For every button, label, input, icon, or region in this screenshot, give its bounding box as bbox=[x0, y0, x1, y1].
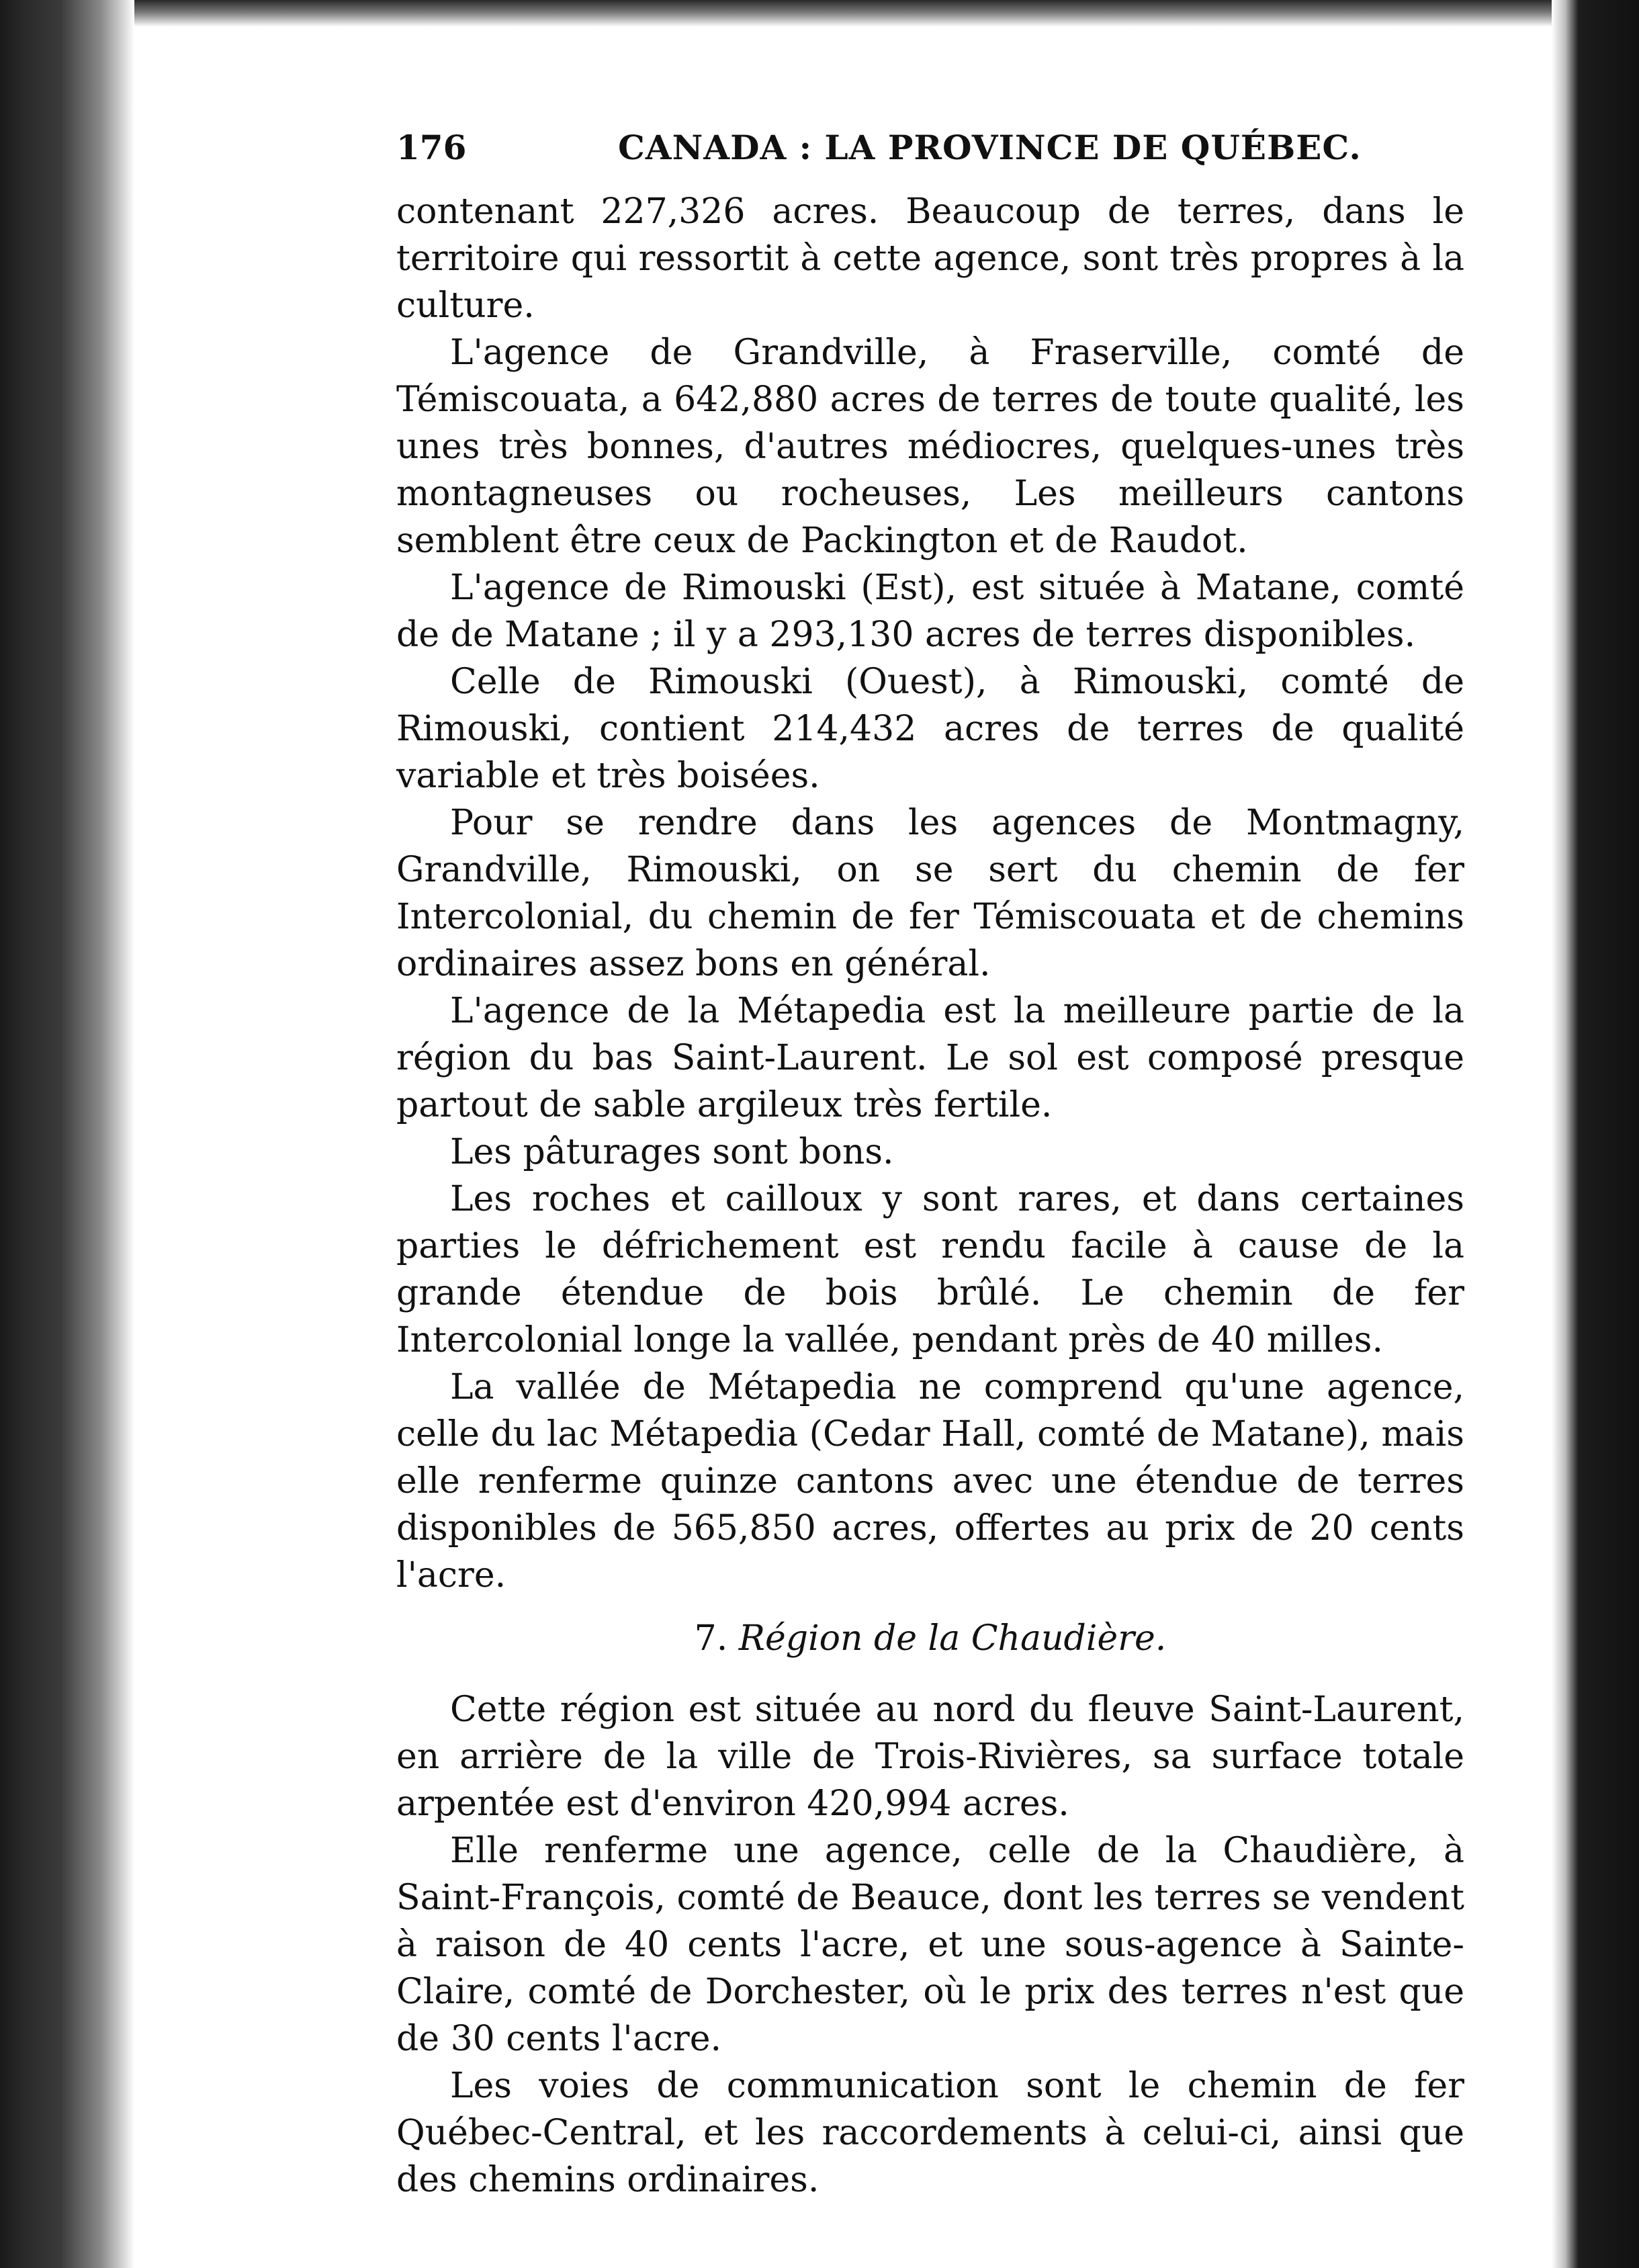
paragraph: Les voies de communication sont le chemin de fer Québec-Central, et les raccordements à celui-ci, ainsi que des chemins ordinaires. bbox=[396, 2066, 1464, 2200]
section-title: Région de la Chaudière. bbox=[738, 1618, 1167, 1659]
paragraph: La vallée de Métapedia ne comprend qu'une agence, celle du lac Métapedia (Cedar Hall, comté de Matane), mais elle renferme quinze cantons avec une étendue de terres disponibles de 565,850 acres, offertes au prix de 20 cents l'acre. bbox=[396, 1367, 1464, 1596]
paragraph: Elle renferme une agence, celle de la Chaudière, à Saint-François, comté de Beauce, dont les terres se vendent à raison de 40 cents l'acre, et une sous-agence à Sainte-Claire, comté de Dorchester, où le prix des terres n'est que de 30 cents l'acre. bbox=[396, 1831, 1464, 2059]
paragraph: L'agence de Rimouski (Est), est située à Matane, comté de de Matane ; il y a 293,130 acres de terres disponibles. bbox=[396, 568, 1464, 655]
section-number: 7. bbox=[694, 1618, 728, 1659]
right-binding-edge bbox=[1552, 0, 1639, 2268]
paragraph: Celle de Rimouski (Ouest), à Rimouski, comté de Rimouski, contient 214,432 acres de terres de qualité variable et très boisées. bbox=[396, 662, 1464, 796]
paragraph: Pour se rendre dans les agences de Montmagny, Grandville, Rimouski, on se sert du chemin de fer Intercolonial, du chemin de fer Témiscouata et de chemins ordinaires assez bons en général. bbox=[396, 803, 1464, 984]
page-number: 176 bbox=[396, 128, 467, 167]
paragraph: L'agence de Grandville, à Fraserville, comté de Témiscouata, a 642,880 acres de terres de toute qualité, les unes très bonnes, d'autres médiocres, quelques-unes très montagneuses ou rocheuses, Les meilleurs cantons semblent être ceux de Packington et de Raudot. bbox=[396, 333, 1464, 561]
paragraph: Les roches et cailloux y sont rares, et dans certaines parties le défrichement est rendu facile à cause de la grande étendue de bois brûlé. Le chemin de fer Intercolonial longe la vallée, pendant près de 40 milles. bbox=[396, 1179, 1464, 1360]
paragraph: Cette région est située au nord du fleuve Saint-Laurent, en arrière de la ville de Trois-Rivières, sa surface totale arpentée est d'environ 420,994 acres. bbox=[396, 1690, 1464, 1824]
top-page-edge bbox=[134, 0, 1552, 27]
left-binding-edge bbox=[0, 0, 134, 2268]
body-text bbox=[396, 188, 1464, 2204]
paragraph: contenant 227,326 acres. Beaucoup de terres, dans le territoire qui ressortit à cette agence, sont très propres à la culture. bbox=[396, 191, 1464, 326]
paragraph: Les pâturages sont bons. bbox=[450, 1132, 894, 1172]
running-title: CANADA : LA PROVINCE DE QUÉBEC. bbox=[618, 128, 1362, 167]
running-head bbox=[396, 121, 1464, 181]
paragraph: L'agence de la Métapedia est la meilleure partie de la région du bas Saint-Laurent. Le sol est composé presque partout de sable argileux très fertile. bbox=[396, 991, 1464, 1125]
section-heading bbox=[396, 1615, 1464, 1662]
book-page bbox=[396, 121, 1464, 2204]
